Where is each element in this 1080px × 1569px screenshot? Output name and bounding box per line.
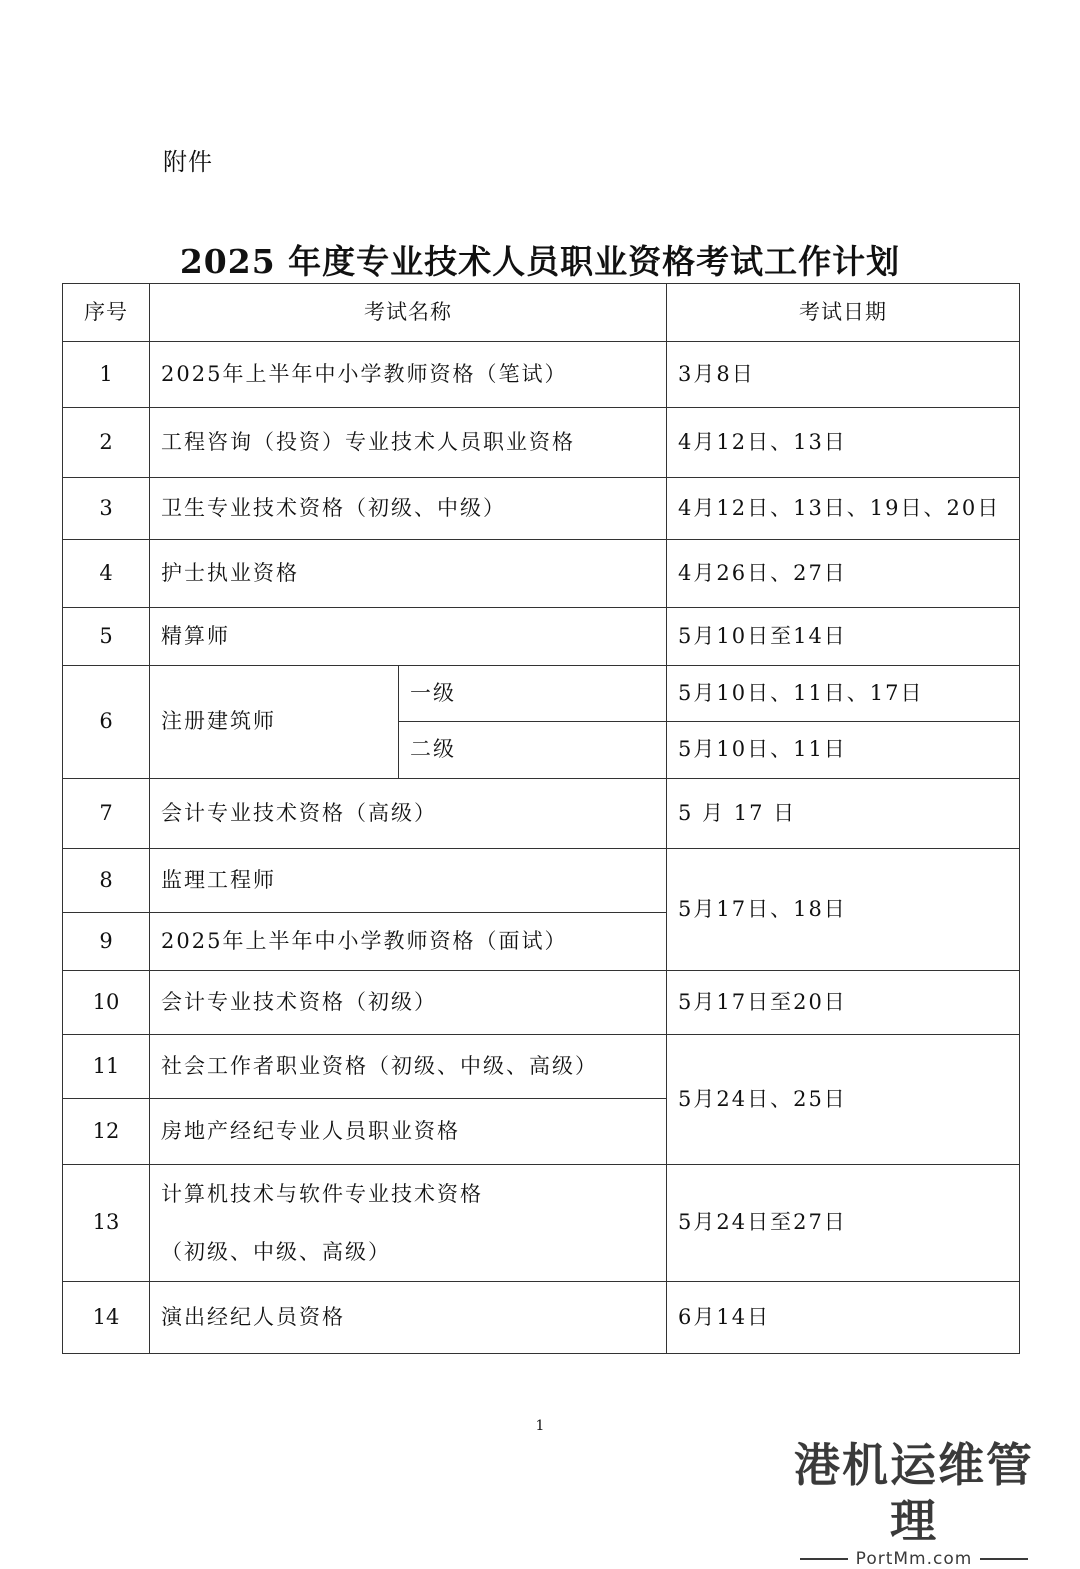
row-number: 12 — [63, 1099, 150, 1165]
exam-name-line: 计算机技术与软件专业技术资格 — [161, 1182, 483, 1206]
exam-level: 二级 — [399, 722, 667, 779]
exam-level: 一级 — [399, 666, 667, 722]
exam-date: 6月14日 — [667, 1282, 1020, 1354]
exam-name: 护士执业资格 — [150, 540, 667, 608]
row-number: 14 — [63, 1282, 150, 1354]
exam-name: 社会工作者职业资格（初级、中级、高级） — [150, 1035, 667, 1099]
exam-schedule-table — [62, 283, 1020, 1354]
table-row — [63, 971, 1020, 1035]
exam-name-line: （初级、中级、高级） — [161, 1240, 391, 1264]
exam-date: 3月8日 — [667, 342, 1020, 408]
exam-date: 4月12日、13日、19日、20日 — [667, 478, 1020, 540]
table-row — [63, 540, 1020, 608]
watermark-site: PortMm.com — [855, 1549, 973, 1569]
exam-name: 演出经纪人员资格 — [150, 1282, 667, 1354]
row-number: 8 — [63, 849, 150, 913]
table-row — [63, 779, 1020, 849]
table-row — [63, 666, 1020, 722]
exam-name: 注册建筑师 — [150, 666, 399, 779]
exam-date: 5月10日至14日 — [667, 608, 1020, 666]
table-row — [63, 849, 1020, 913]
exam-date: 5月10日、11日 — [667, 722, 1020, 779]
row-number: 4 — [63, 540, 150, 608]
row-number: 7 — [63, 779, 150, 849]
document-title: 2025 年度专业技术人员职业资格考试工作计划 — [179, 242, 901, 281]
table-row — [63, 1282, 1020, 1354]
exam-date: 5月24日、25日 — [667, 1035, 1020, 1165]
row-number: 11 — [63, 1035, 150, 1099]
watermark — [774, 1437, 1054, 1569]
row-number: 1 — [63, 342, 150, 408]
table-row — [63, 342, 1020, 408]
row-number: 5 — [63, 608, 150, 666]
table-row — [63, 1165, 1020, 1282]
header-exam-date: 考试日期 — [667, 284, 1020, 342]
table-row — [63, 1035, 1020, 1099]
header-number: 序号 — [63, 284, 150, 342]
row-number: 3 — [63, 478, 150, 540]
row-number: 2 — [63, 408, 150, 478]
watermark-site-row — [774, 1549, 1054, 1569]
row-number: 9 — [63, 913, 150, 971]
table-row — [63, 408, 1020, 478]
exam-date: 4月12日、13日 — [667, 408, 1020, 478]
watermark-divider — [800, 1558, 848, 1560]
exam-date: 5月10日、11日、17日 — [667, 666, 1020, 722]
row-number: 13 — [63, 1165, 150, 1282]
exam-date: 5月17日至20日 — [667, 971, 1020, 1035]
row-number: 6 — [63, 666, 150, 779]
attachment-label: 附件 — [163, 148, 213, 176]
exam-date: 5 月 17 日 — [667, 779, 1020, 849]
exam-name: 卫生专业技术资格（初级、中级） — [150, 478, 667, 540]
header-exam-name: 考试名称 — [150, 284, 667, 342]
exam-name: 房地产经纪专业人员职业资格 — [150, 1099, 667, 1165]
exam-name: 会计专业技术资格（初级） — [150, 971, 667, 1035]
exam-name — [150, 1165, 667, 1282]
exam-date: 5月17日、18日 — [667, 849, 1020, 971]
table-row — [63, 478, 1020, 540]
table-header-row — [63, 284, 1020, 342]
exam-date: 4月26日、27日 — [667, 540, 1020, 608]
exam-name: 会计专业技术资格（高级） — [150, 779, 667, 849]
exam-name: 精算师 — [150, 608, 667, 666]
watermark-brand: 港机运维管理 — [794, 1438, 1034, 1548]
exam-name: 监理工程师 — [150, 849, 667, 913]
exam-name: 2025年上半年中小学教师资格（笔试） — [150, 342, 667, 408]
page-number: 1 — [535, 1418, 545, 1434]
exam-date: 5月24日至27日 — [667, 1165, 1020, 1282]
row-number: 10 — [63, 971, 150, 1035]
table-row — [63, 608, 1020, 666]
exam-name: 2025年上半年中小学教师资格（面试） — [150, 913, 667, 971]
exam-name: 工程咨询（投资）专业技术人员职业资格 — [150, 408, 667, 478]
watermark-divider — [980, 1558, 1028, 1560]
